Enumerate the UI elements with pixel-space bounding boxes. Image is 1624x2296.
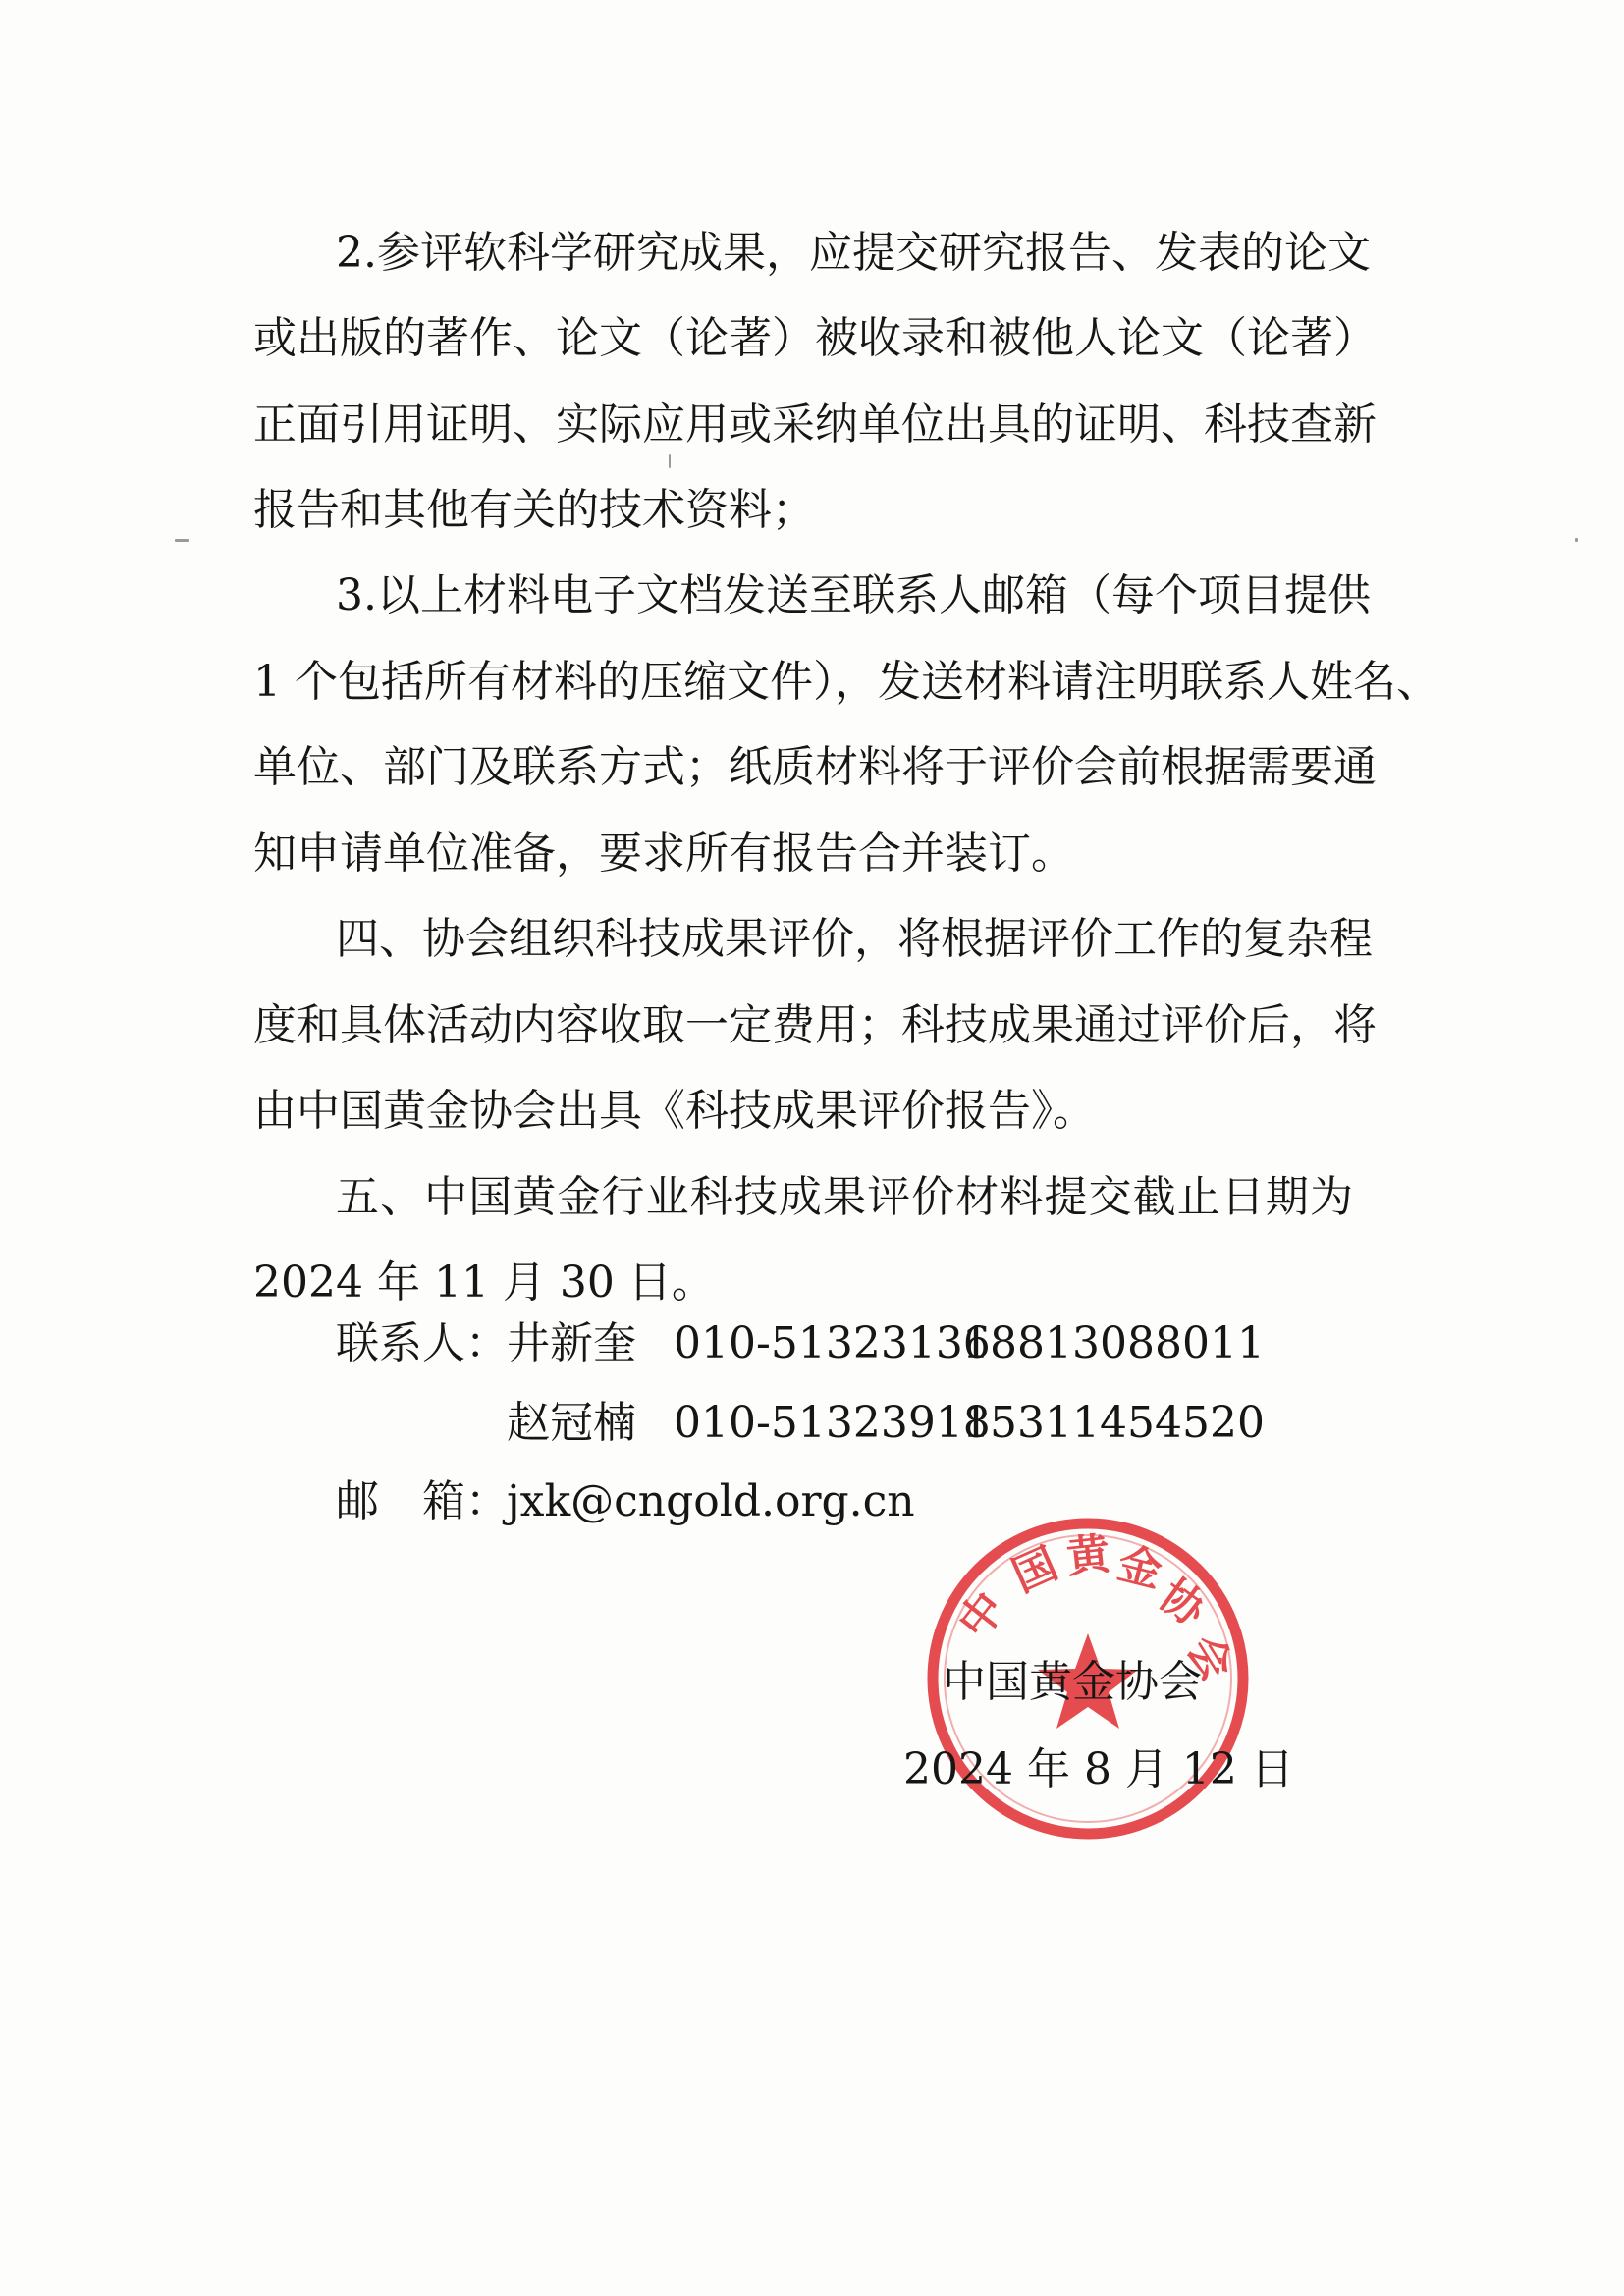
signature-date: 2024 年 8 月 12 日 — [903, 1744, 1294, 1794]
seal-character: 会 — [1176, 1626, 1243, 1690]
contact-phone: 010-51323918 — [674, 1398, 991, 1448]
contact-name: 井新奎 — [507, 1318, 636, 1368]
paragraph-line: 知申请单位准备，要求所有报告合并装订。 — [253, 828, 1074, 879]
signature-organization: 中国黄金协会 — [943, 1657, 1202, 1707]
paragraph-line: 由中国黄金协会出具《科技成果评价报告》。 — [253, 1086, 1096, 1136]
seal-character: 协 — [1150, 1570, 1216, 1636]
paragraph-line: 单位、部门及联系方式；纸质材料将于评价会前根据需要通 — [253, 742, 1377, 792]
contact-phone: 010-51323136 — [674, 1318, 991, 1368]
scan-speck — [1575, 538, 1578, 542]
paragraph-line: 2.参评软科学研究成果，应提交研究报告、发表的论文 — [336, 228, 1371, 278]
scan-speck — [175, 539, 189, 542]
paragraph-line: 度和具体活动内容收取一定费用；科技成果通过评价后，将 — [253, 1000, 1377, 1050]
contact-name: 赵冠楠 — [507, 1398, 636, 1448]
contacts-label: 联系人： — [336, 1318, 509, 1368]
seal-character: 国 — [1004, 1538, 1065, 1603]
seal-character: 黄 — [1063, 1528, 1112, 1583]
paragraph-line: 报告和其他有关的技术资料； — [253, 485, 815, 535]
email-label: 邮 箱： — [336, 1476, 509, 1526]
paragraph-line: 1 个包括所有材料的压缩文件），发送材料请注明联系人姓名、 — [253, 657, 1439, 707]
seal-character: 金 — [1112, 1538, 1167, 1598]
paragraph-line: 或出版的著作、论文（论著）被收录和被他人论文（论著） — [253, 313, 1377, 363]
contact-mobile: 15311454520 — [962, 1398, 1265, 1448]
paragraph-line: 五、中国黄金行业科技成果评价材料提交截止日期为 — [336, 1172, 1353, 1222]
seal-character: 中 — [948, 1582, 1015, 1648]
contact-mobile: 18813088011 — [962, 1318, 1265, 1368]
paragraph-line: 正面引用证明、实际应用或采纳单位出具的证明、科技查新 — [253, 400, 1377, 450]
paragraph-line: 四、协会组织科技成果评价，将根据评价工作的复杂程 — [336, 914, 1373, 964]
paragraph-line: 2024 年 11 月 30 日。 — [253, 1257, 715, 1308]
paragraph-line: 3.以上材料电子文档发送至联系人邮箱（每个项目提供 — [336, 570, 1371, 620]
email-address: jxk@cngold.org.cn — [507, 1476, 915, 1526]
scan-speck — [669, 454, 671, 468]
